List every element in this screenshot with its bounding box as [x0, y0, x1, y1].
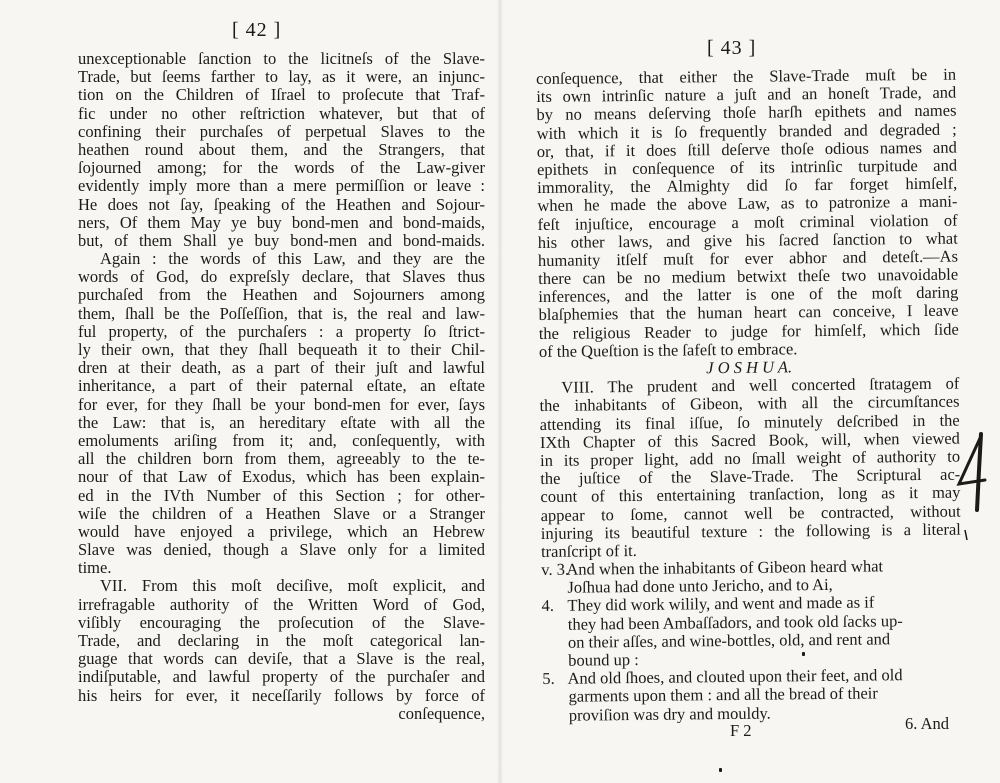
text-line: with which it is ſo frequently branded and degraded ;	[536, 119, 957, 143]
text-line: time.	[78, 558, 112, 578]
text-line: inferences, and the latter is one of the moſt daring	[538, 282, 959, 307]
text-line: tranſcript of it.	[540, 540, 637, 561]
text-line: for ever, for they ſhall be your bond-men for ever, ſays	[78, 394, 485, 414]
verse-text: And old ſhoes, and clouted upon their feet, and old	[567, 665, 903, 688]
text-line: but, of them Shall ye buy bond-men and bond-maids.	[78, 230, 485, 250]
text-line: unexceptionable ſanction to the licitneſs of the Slave-	[78, 49, 485, 68]
signature-mark: F 2	[730, 721, 752, 740]
left-page-text	[78, 50, 485, 723]
text-line: there can be no medium betwixt theſe two unavoidable	[538, 264, 959, 289]
handwritten-margin-mark	[955, 430, 995, 550]
text-line: dren at their death, as a part of their juſt and lawful	[78, 358, 485, 378]
text-line: ed in the IVth Number of this Section ; for other-	[78, 485, 485, 505]
text-line: He does not ſay, ſpeaking of the Heathen and Sojour-	[78, 194, 485, 214]
verse-text: And when the inhabitants of Gibeon heard what	[566, 556, 884, 579]
verse-number: 5.	[542, 669, 555, 689]
text-line: Trade, but ſeems farther to lay, as it were, an injunc-	[78, 67, 485, 87]
text-line: his heirs for ever, it neceſſarily follows by force of	[78, 685, 485, 705]
verse-text: on their aſſes, and wine-bottles, old, and rent and	[567, 629, 891, 652]
text-line: emoluments ariſing from it; and, conſequently, with	[78, 430, 485, 450]
text-line: the Law: that is, an hereditary eſtate with all the	[78, 412, 485, 432]
text-line: tion on the Children of Iſrael to proſecute that Traf-	[78, 85, 485, 105]
text-line: ly their own, that they ſhall bequeath it to their Chil-	[78, 340, 485, 359]
text-line: when he made the above Law, as to patronize a mani-	[537, 191, 958, 216]
text-line: immorality, the Almighty did ſo far forget himſelf,	[537, 173, 958, 198]
text-line: ful property, of the purchaſers : a property ſo ſtrict-	[78, 321, 485, 341]
right-page	[500, 0, 1000, 783]
text-line: feſt injuſtice, encourage a moſt criminal violation of	[537, 210, 958, 234]
text-line: Again : the words of this Law, and they are the	[100, 249, 485, 269]
text-line: ſojourned among; for the words of the Law-giver	[78, 158, 485, 178]
text-line: count of this entertaining tranſaction, long as it may	[540, 482, 961, 507]
verse-text: Joſhua had done unto Jericho, and to Ai,	[567, 575, 833, 597]
text-line: conſequence,	[398, 703, 485, 723]
verse-number: 4.	[541, 596, 555, 616]
text-line: his other laws, and give his ſacred ſanction to what	[537, 228, 958, 252]
text-line: ners, Of them May ye buy bond-men and bond-maids,	[78, 212, 485, 232]
text-line: Trade, and declaring in the moſt categorical lan-	[78, 631, 485, 650]
verse-line	[543, 702, 963, 725]
text-line: guage that words can deviſe, that a Slave is the real,	[78, 649, 485, 669]
text-line: conſequence, that either the Slave-Trade muſt be in	[535, 64, 957, 88]
text-line: confining their purchaſes of perpetual Slaves to the	[78, 121, 485, 141]
text-line: appear to ſome, cannot well be contracted, without	[540, 501, 961, 525]
text-line: attending its final iſſue, ſo minutely deſcribed in the	[539, 410, 960, 434]
text-line: injuring its beautiful texture : the following is a literal	[540, 519, 961, 543]
text-line: nour of that Law of Exodus, which has been explain-	[78, 467, 485, 487]
verse-text: garments upon them : and all the bread of their	[568, 683, 878, 707]
text-line: its own intrinſic nature a juſt and an honeſt Trade, and	[536, 82, 957, 107]
text-line: by no means deſerving thoſe harſh epithets and names	[536, 100, 957, 125]
verse-text: bound up :	[568, 649, 639, 670]
text-line: them, ſhall be the Poſſeſſion, that is, the real and law-	[78, 303, 485, 323]
verse-number: v. 3.	[541, 559, 570, 580]
text-line: VIII. The prudent and well concerted ſtratagem of	[561, 373, 960, 397]
page-number: [ 42 ]	[232, 19, 282, 41]
text-line: VII. From this moſt deciſive, moſt explicit, and	[100, 576, 485, 596]
text-line: would have enjoyed a privilege, which an Hebrew	[78, 521, 485, 541]
text-line: irrefragable authority of the Written Word of God,	[78, 594, 485, 614]
catchword: 6. And	[905, 714, 950, 733]
text-line: epithets in conſequence of its intrinſic turpitude and	[536, 155, 958, 179]
text-line: IXth Chapter of this Sacred Book, will, when viewed	[539, 428, 960, 452]
verse-text: They did work wilily, and went and made as if	[567, 592, 875, 616]
text-line: wiſe the children of a Heathen Slave or a Stranger	[78, 503, 485, 523]
text-line: of the Queſtion is the ſafeſt to embrace.	[538, 339, 798, 361]
text-line: evidently imply more than a mere permiſſion or leave :	[78, 176, 485, 196]
text-line: the inhabitants of Gibeon, with all the circumſtances	[539, 391, 960, 416]
text-line: heathen round about them, and the Strangers, that	[78, 139, 485, 159]
text-line: viſibly encouraging the proſecution of the Slave-	[78, 612, 485, 632]
text-line: purchaſed from the Heathen and Sojourners among	[78, 285, 485, 305]
text-line: humanity itſelf muſt for ever abhor and deteſt.—As	[537, 246, 959, 270]
verse-text: they had been Ambaſſadors, and took old ſacks up-	[567, 610, 903, 634]
text-line: the religious Reader to judge for himſelf, which ſide	[538, 319, 959, 343]
text-line: in its proper light, add no ſmall weight of authority to	[539, 446, 961, 470]
page-number: [ 43 ]	[707, 37, 757, 59]
text-line: the juſtice of the Slave-Trade. The Scriptural ac-	[540, 464, 961, 489]
right-page-text	[536, 66, 963, 725]
text-line: fic under no other reſtriction whatever, but that of	[78, 103, 485, 123]
text-line: all the children born from them, agreeably to the te-	[78, 449, 485, 469]
text-line: words of God, do expreſsly declare, that Slaves thus	[78, 267, 485, 287]
section-heading: J O S H U A.	[706, 357, 793, 378]
verse-text: proviſion was dry and mouldy.	[568, 703, 771, 725]
text-line: or, that, if it does ſtill deſerve thoſe odious names and	[536, 137, 957, 161]
text-line: inheritance, a part of their paternal eſtate, an eſtate	[78, 376, 485, 396]
text-line: Slave was denied, though a Slave only for a limited	[78, 540, 485, 560]
print-speck	[802, 652, 805, 656]
text-line: indiſputable, and lawful property of the purchaſer and	[78, 667, 485, 687]
text-line: blaſphemies that the human heart can conceive, I leave	[538, 301, 959, 325]
print-speck	[719, 768, 722, 772]
